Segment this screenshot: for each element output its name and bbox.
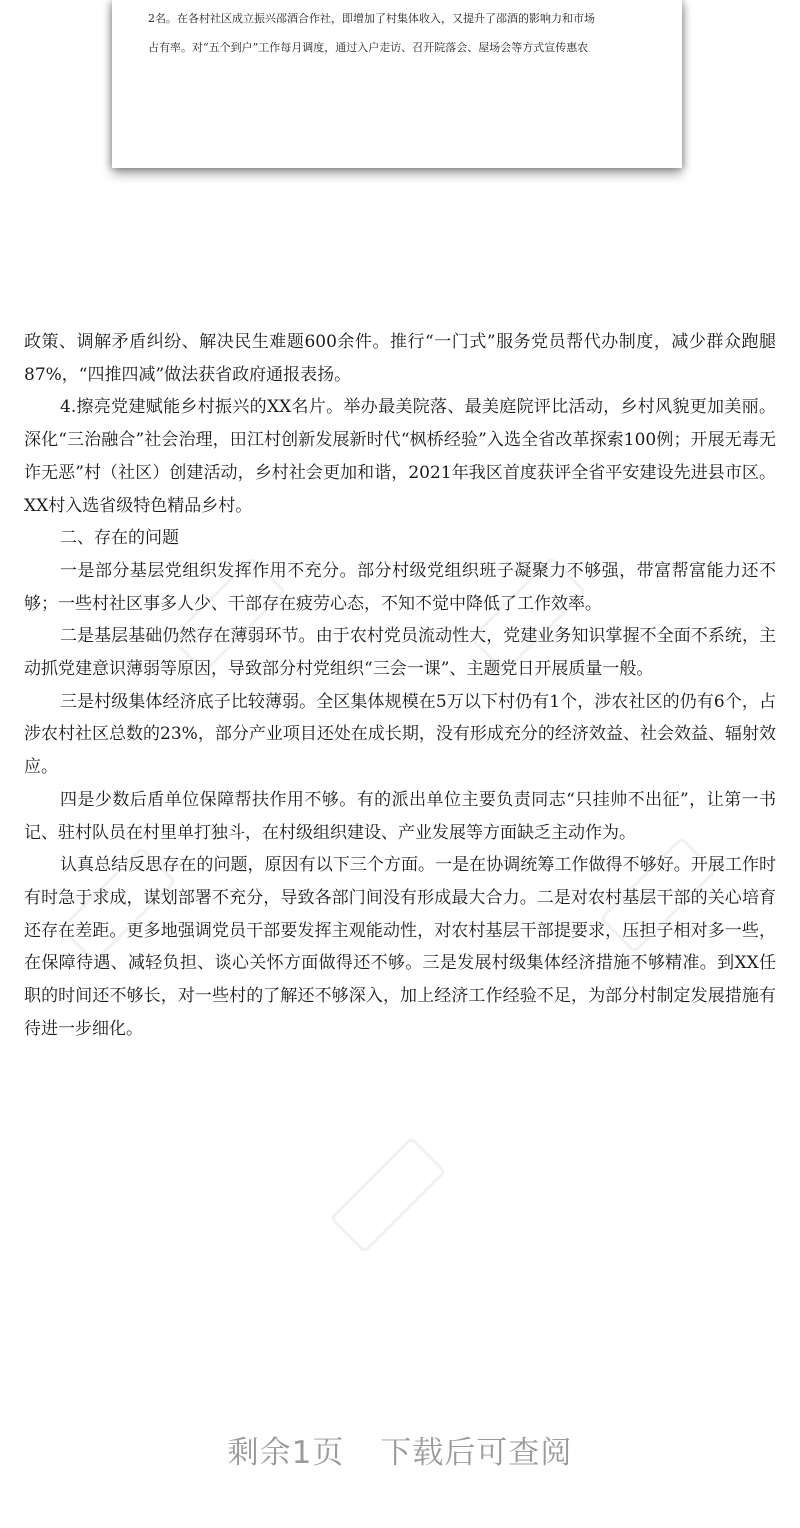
previous-page-line-2: 占有率。对“五个到户”工作每月调度，通过入户走访、召开院落会、屋场会等方式宣传惠农 <box>148 41 589 54</box>
paragraph-problem-2: 二是基层基础仍然存在薄弱环节。由于农村党员流动性大，党建业务知识掌握不全面不系统，主动抓党建意识薄弱等原因，导致部分村党组织“三会一课”、主题党日开展质量一般。 <box>24 626 776 680</box>
paragraph-item-4: 4.擦亮党建赋能乡村振兴的XX名片。举办最美院落、最美庭院评比活动，乡村风貌更加美丽。深化“三治融合”社会治理，田江村创新发展新时代“枫桥经验”入选全省改革探索100例；开展无毒无诈无恶”村（社区）创建活动，乡村社会更加和谐，2021年我区首度获评全省平安建设先进县市区。XX村入选省级特色精品乡村。 <box>24 397 776 516</box>
watermark-logo <box>329 1136 446 1253</box>
section-heading-problems: 二、存在的问题 <box>60 528 179 549</box>
previous-page-line-1: 2名。在各村社区成立振兴邵酒合作社，即增加了村集体收入，又提升了邵酒的影响力和市场 <box>148 12 595 25</box>
download-prompt[interactable] <box>0 1427 800 1472</box>
previous-page-preview <box>112 0 682 168</box>
paragraph-problem-3: 三是村级集体经济底子比较薄弱。全区集体规模在5万以下村仍有1个，涉农社区的仍有6个，占涉农村社区总数的23%，部分产业项目还处在成长期，没有形成充分的经济效益、社会效益、辐射效应。 <box>24 691 776 778</box>
download-to-view-label: 下载后可查阅 <box>380 1435 573 1471</box>
paragraph-reasons: 认真总结反思存在的问题，原因有以下三个方面。一是在协调统筹工作做得不够好。开展工作时有时急于求成，谋划部署不充分，导致各部门间没有形成最大合力。二是对农村基层干部的关心培育还存在差距。更多地强调党员干部要发挥主观能动性，对农村基层干部提要求，压担子相对多一些，在保障待遇、减轻负担、谈心关怀方面做得还不够。三是发展村级集体经济措施不够精准。到XX任职的时间还不够长，对一些村的了解还不够深入，加上经济工作经验不足，为部分村制定发展措施有待进一步细化。 <box>24 855 776 1039</box>
paragraph-continuation: 政策、调解矛盾纠纷、解决民生难题600余件。推行“一门式”服务党员帮代办制度，减少群众跑腿87%，“四推四减”做法获省政府通报表扬。 <box>24 332 776 385</box>
paragraph-problem-4: 四是少数后盾单位保障帮扶作用不够。有的派出单位主要负责同志“只挂帅不出征”，让第一书记、驻村队员在村里单打独斗，在村级组织建设、产业发展等方面缺乏主动作为。 <box>24 789 776 843</box>
paragraph-problem-1: 一是部分基层党组织发挥作用不充分。部分村级党组织班子凝聚力不够强，带富帮富能力还不够；一些村社区事多人少、干部存在疲劳心态，不知不觉中降低了工作效率。 <box>24 560 776 614</box>
document-body <box>24 326 776 1045</box>
remaining-pages-label: 剩余1页 <box>227 1435 345 1471</box>
